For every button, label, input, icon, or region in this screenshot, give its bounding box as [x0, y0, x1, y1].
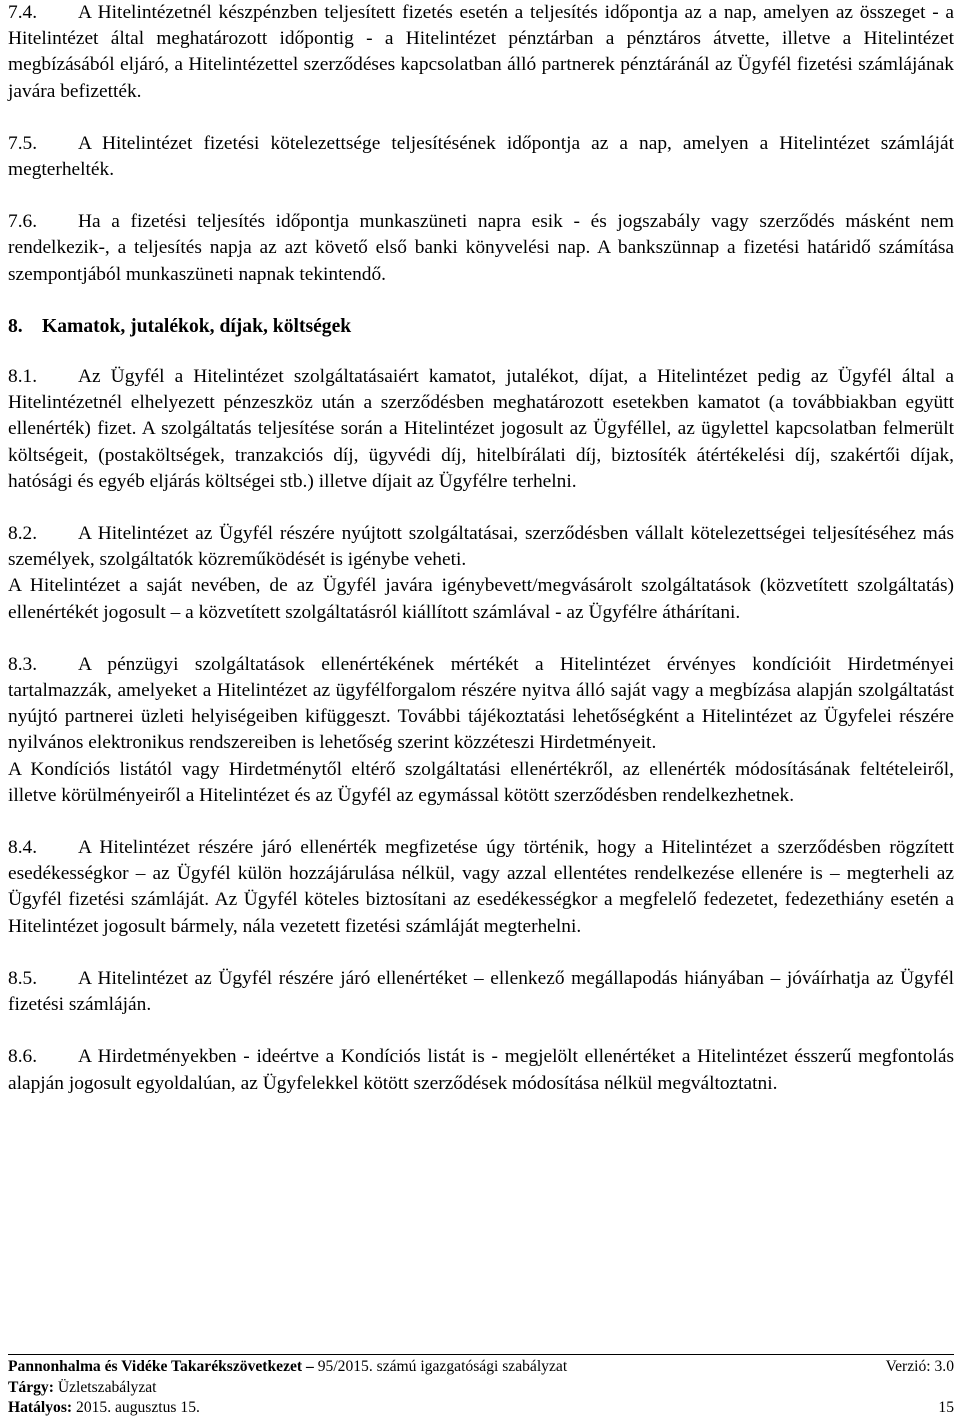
paragraph-number: 8.2.: [8, 523, 38, 545]
paragraph-text: Ha a fizetési teljesítés időpontja munkaszüneti napra esik - és jogszabály vagy szerződés másként nem rendelkezik-, a teljesítés napja az azt követő első banki könyvelési nap. A bankszünnap a fizetési határidő számítása szempontjából munkaszüneti napnak tekintendő.: [8, 211, 954, 285]
page-number: 15: [938, 1399, 954, 1417]
paragraph-text: A Hitelintézet fizetési kötelezettsége teljesítésének időpontja az a nap, amelyen a Hitelintézet számláját megterhelték.: [8, 132, 954, 181]
paragraph-text: A Hitelintézet az Ügyfél részére járó ellenértéket – ellenkező megállapodás hiányában – jóváírhatja az Ügyfél fizetési számláján.: [8, 967, 954, 1016]
paragraph-8-3-continuation: A Kondíciós listától vagy Hirdetménytől eltérő szolgáltatási ellenértékről, az ellenérték módosításának feltételeiről, illetve körülményeiről a Hitelintézet és az Ügyfél az egymással kötött szerződésben rendelkezhetnek.: [8, 758, 954, 806]
paragraph-8-2-continuation: A Hitelintézet a saját nevében, de az Ügyfél javára igénybevett/megvásárolt szolgáltatások (közvetített szolgáltatás) ellenértékét jogosult – a közvetített szolgáltatásról kiállított számlával - az Ügyfélre áthárítani.: [8, 575, 954, 623]
paragraph-7-5: [8, 131, 954, 183]
section-number: 8.: [8, 315, 23, 337]
footer-version-value: 3.0: [934, 1358, 954, 1375]
document-body: [8, 0, 954, 1123]
footer-regulation: 95/2015. számú igazgatósági szabályzat: [317, 1358, 568, 1375]
paragraph-8-6: [8, 1044, 954, 1096]
footer-effective-value: 2015. augusztus 15.: [76, 1399, 200, 1417]
paragraph-text: A Hitelintézet az Ügyfél részére nyújtott szolgáltatásai, szerződésben vállalt kötelezettségei teljesítéséhez más személyek, szolgáltatók közreműködését is igénybe veheti.: [8, 523, 954, 571]
footer-row-effective: [8, 1398, 954, 1419]
footer-row-regulation: [8, 1357, 954, 1378]
paragraph-8-2: [8, 521, 954, 573]
paragraph-7-6: [8, 209, 954, 288]
paragraph-number: 8.6.: [8, 1046, 38, 1068]
paragraph-number: 8.5.: [8, 967, 38, 989]
paragraph-number: 8.1.: [8, 366, 38, 388]
paragraph-number: 7.4.: [8, 2, 38, 23]
paragraph-text: Az Ügyfél a Hitelintézet szolgáltatásaiért kamatot, jutalékot, díjat, a Hitelintézet pedig az Ügyfél által a Hitelintézetnél elhelyezett pénzeszköz után a szerződésben meghatározott esetekben kamatot (a továbbiakban együtt ellenérték) fizet. A szolgáltatás teljesítése során a Hitelintézet jogosult az Ügyféllel, az ügylettel kapcsolatban felmerült költségeit, (postaköltségek, tranzakciós díj, ügyvédi díj, hitelbírálati díj, biztosíték átértékelési díj, szakértői díjak, hatósági és egyéb eljárás költségei stb.) illetve díjait az Ügyfélre terhelni.: [8, 366, 954, 492]
footer-subject-label: Tárgy:: [8, 1378, 54, 1396]
footer-row-subject: [8, 1378, 954, 1399]
paragraph-number: 7.6.: [8, 211, 38, 233]
footer-effective-label: Hatályos:: [8, 1399, 73, 1417]
paragraph-number: 8.4.: [8, 837, 38, 859]
footer-regulation-info: [8, 1357, 567, 1378]
paragraph-text: A Hitelintézetnél készpénzben teljesített fizetés esetén a teljesítés időpontja az a nap, amelyen az összeget - a Hitelintézet által meghatározott időpontig - a Hitelintézet pénztárban a pénztáros átvette, illetve a Hitelintézet megbízásából eljáró, a Hitelintézettel szerződéses kapcsolatban álló partnerek pénztáránál az Ügyfél fizetési számlájának javára befizették.: [8, 2, 954, 102]
paragraph-8-3: [8, 652, 954, 757]
footer-subject: [8, 1378, 157, 1399]
paragraph-7-4: [8, 0, 954, 105]
paragraph-number: 7.5.: [8, 132, 38, 154]
paragraph-text: A pénzügyi szolgáltatások ellenértékének mértékét a Hitelintézet érvényes kondícióit Hirdetményei tartalmazzák, amelyeket a Hitelintézet az ügyfélforgalom részére nyitva álló saját vagy a megbízása alapján szolgáltatást nyújtó partnerei üzleti helyiségeiben kifüggeszt. További tájékoztatási lehetőségként a Hitelintézet az Ügyfelei részére nyilvános elektronikus rendszereiben is lehetőség szerint közzéteszi Hirdetményeit.: [8, 653, 954, 754]
paragraph-8-5: [8, 966, 954, 1018]
paragraph-8-4: [8, 835, 954, 940]
footer-subject-value: Üzletszabályzat: [57, 1378, 157, 1396]
footer-version: [886, 1357, 954, 1378]
section-heading-8: [8, 314, 954, 340]
paragraph-8-1: [8, 364, 954, 495]
footer-institution: Pannonhalma és Vidéke Takarékszövetkezet –: [8, 1358, 314, 1375]
footer-effective: [8, 1398, 200, 1419]
paragraph-text: A Hitelintézet részére járó ellenérték megfizetése úgy történik, hogy a Hitelintézet a szerződésben rögzített esedékességkor – az Ügyfél külön hozzájárulása nélkül, vagy azzal ellentétes rendelkezése ellenére is – megterheli az Ügyfél fizetési számláját. Az Ügyfél köteles biztosítani az esedékességkor a megfelelő fedezetet, fedezethiány esetén a Hitelintézet jogosult bármely, nála vezetett fizetési számláját megterhelni.: [8, 837, 954, 937]
paragraph-text: A Hirdetményekben - ideértve a Kondíciós listát is - megjelölt ellenértéket a Hitelintézet ésszerű megfontolás alapján jogosult egyoldalúan, az Ügyfelekkel kötött szerződések módosítása nélkül megváltoztatni.: [8, 1046, 954, 1094]
paragraph-number: 8.3.: [8, 653, 38, 675]
page-footer: [8, 1354, 954, 1419]
footer-version-label: Verzió:: [885, 1358, 931, 1375]
section-title: Kamatok, jutalékok, díjak, költségek: [42, 315, 352, 337]
